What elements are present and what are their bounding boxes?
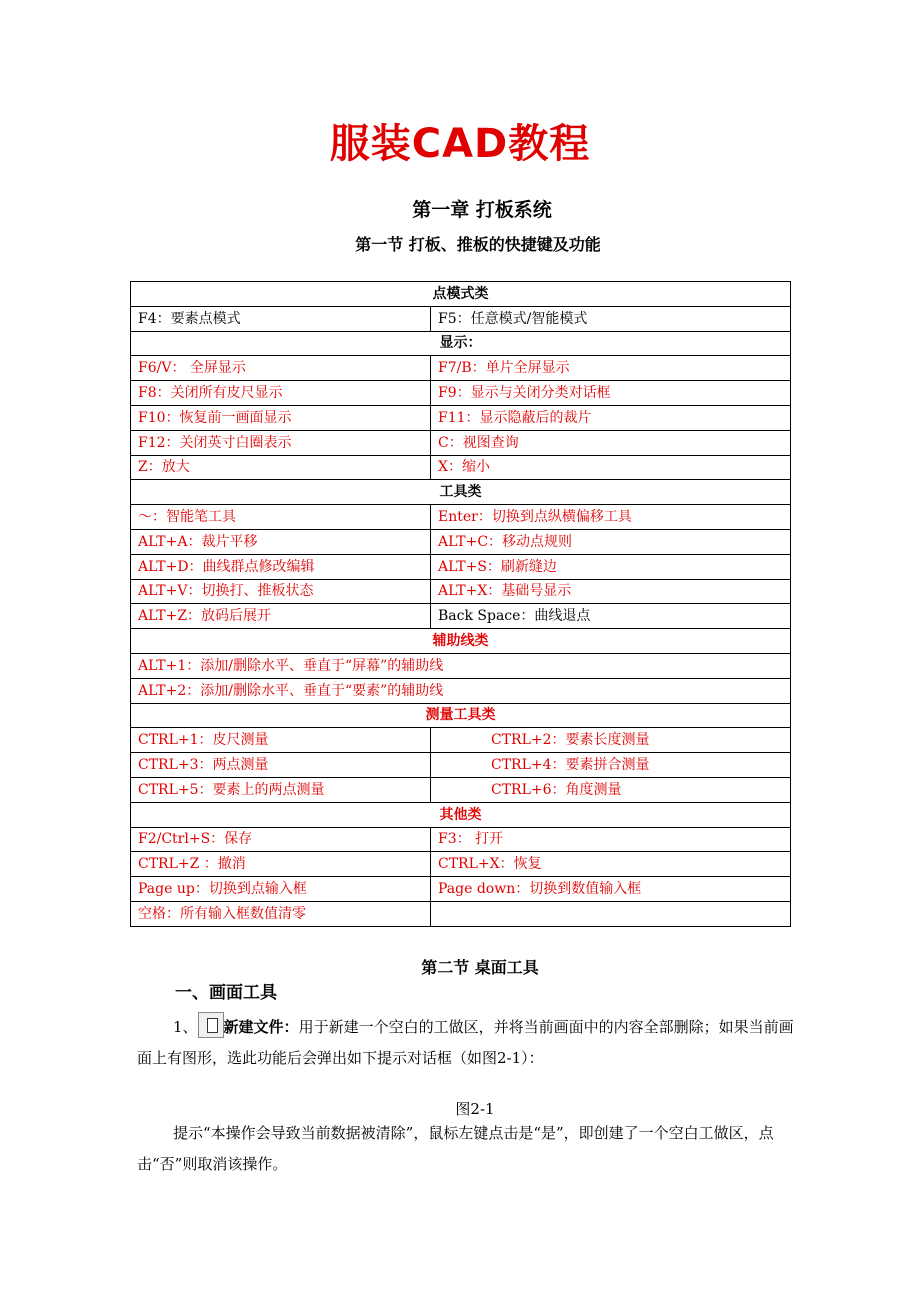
chapter-heading: 第一章 打板系统 — [412, 199, 552, 221]
shortcut-cell: CTRL+6：角度测量 — [431, 777, 791, 802]
shortcut-cell: ALT+S：刷新缝边 — [431, 554, 791, 579]
table-row — [131, 529, 791, 554]
table-row — [131, 356, 791, 381]
shortcut-table — [130, 281, 791, 927]
item-text: 用于新建一个空白的工做区，并将当前画面中的内容全部删除；如果当前画面上有图形，选此功能后会弹出如下提示对话框（如图2-1）： — [137, 1018, 794, 1067]
table-row — [131, 405, 791, 430]
table-row — [131, 653, 791, 678]
shortcut-cell: F6/V： 全屏显示 — [131, 356, 431, 381]
subsection-heading: 一、画面工具 — [175, 983, 277, 1003]
shortcut-cell: CTRL+X：恢复 — [431, 852, 791, 877]
table-row — [131, 430, 791, 455]
shortcut-cell: CTRL+1：皮尺测量 — [131, 728, 431, 753]
table-row — [131, 901, 791, 926]
shortcut-cell: ALT+2：添加/删除水平、垂直于“要素”的辅助线 — [131, 678, 791, 703]
shortcut-cell: F2/Ctrl+S：保存 — [131, 827, 431, 852]
table-row — [131, 282, 791, 307]
table-row — [131, 604, 791, 629]
shortcut-cell: CTRL+Z ：撤消 — [131, 852, 431, 877]
shortcut-cell: Page down：切换到数值输入框 — [431, 877, 791, 902]
shortcut-cell: Z：放大 — [131, 455, 431, 480]
shortcut-cell: F7/B：单片全屏显示 — [431, 356, 791, 381]
table-row — [131, 753, 791, 778]
category-header: 点模式类 — [131, 282, 791, 307]
table-row — [131, 505, 791, 530]
shortcut-cell: ALT+C：移动点规则 — [431, 529, 791, 554]
shortcut-cell: F8：关闭所有皮尺显示 — [131, 381, 431, 406]
table-row — [131, 728, 791, 753]
section-heading: 第一节 打板、推板的快捷键及功能 — [355, 235, 601, 254]
shortcut-cell: Back Space：曲线退点 — [431, 604, 791, 629]
table-row — [131, 777, 791, 802]
shortcut-cell: CTRL+2：要素长度测量 — [431, 728, 791, 753]
category-header: 测量工具类 — [131, 703, 791, 728]
item-number: 1、 — [173, 1018, 198, 1036]
shortcut-cell: F9：显示与关闭分类对话框 — [431, 381, 791, 406]
shortcut-cell: ALT+A：裁片平移 — [131, 529, 431, 554]
category-header: 辅助线类 — [131, 629, 791, 654]
paragraph — [137, 1118, 797, 1180]
table-row — [131, 331, 791, 356]
empty-cell — [431, 901, 791, 926]
shortcut-cell: ～：智能笔工具 — [131, 505, 431, 530]
shortcut-cell: CTRL+3：两点测量 — [131, 753, 431, 778]
shortcut-cell: 空格：所有输入框数值清零 — [131, 901, 431, 926]
shortcut-cell: F5：任意模式/智能模式 — [431, 306, 791, 331]
table-row — [131, 554, 791, 579]
new-file-icon — [198, 1012, 224, 1038]
shortcut-cell: C：视图查询 — [431, 430, 791, 455]
shortcut-cell: ALT+1：添加/删除水平、垂直于“屏幕”的辅助线 — [131, 653, 791, 678]
table-row — [131, 852, 791, 877]
shortcut-cell: F12：关闭英寸白圈表示 — [131, 430, 431, 455]
paragraph — [137, 1012, 797, 1074]
table-row — [131, 703, 791, 728]
shortcut-cell: F4：要素点模式 — [131, 306, 431, 331]
shortcut-cell: X：缩小 — [431, 455, 791, 480]
shortcut-cell: ALT+Z：放码后展开 — [131, 604, 431, 629]
shortcut-cell: ALT+D：曲线群点修改编辑 — [131, 554, 431, 579]
table-row — [131, 306, 791, 331]
category-header: 显示： — [131, 331, 791, 356]
table-row — [131, 381, 791, 406]
shortcut-cell: CTRL+4：要素拼合测量 — [431, 753, 791, 778]
document-title: 服装CAD教程 — [329, 121, 591, 167]
item-label: 新建文件： — [223, 1018, 299, 1036]
table-row — [131, 678, 791, 703]
paragraph-text: 提示“本操作会导致当前数据被清除”，鼠标左键点击是“是”，即创建了一个空白工做区，点击“否”则取消该操作。 — [137, 1124, 774, 1173]
shortcut-cell: ALT+X：基础号显示 — [431, 579, 791, 604]
shortcut-cell: F11：显示隐蔽后的裁片 — [431, 405, 791, 430]
shortcut-cell: F3： 打开 — [431, 827, 791, 852]
shortcut-cell: CTRL+5：要素上的两点测量 — [131, 777, 431, 802]
table-row — [131, 629, 791, 654]
table-row — [131, 827, 791, 852]
category-header: 其他类 — [131, 802, 791, 827]
table-row — [131, 579, 791, 604]
figure-caption: 图2-1 — [455, 1100, 495, 1118]
table-row — [131, 802, 791, 827]
shortcut-cell: Enter：切换到点纵横偏移工具 — [431, 505, 791, 530]
table-row — [131, 455, 791, 480]
section-heading: 第二节 桌面工具 — [421, 958, 539, 977]
shortcut-cell: F10：恢复前一画面显示 — [131, 405, 431, 430]
shortcut-cell: ALT+V：切换打、推板状态 — [131, 579, 431, 604]
category-header: 工具类 — [131, 480, 791, 505]
table-row — [131, 480, 791, 505]
shortcut-cell: Page up：切换到点输入框 — [131, 877, 431, 902]
table-row — [131, 877, 791, 902]
